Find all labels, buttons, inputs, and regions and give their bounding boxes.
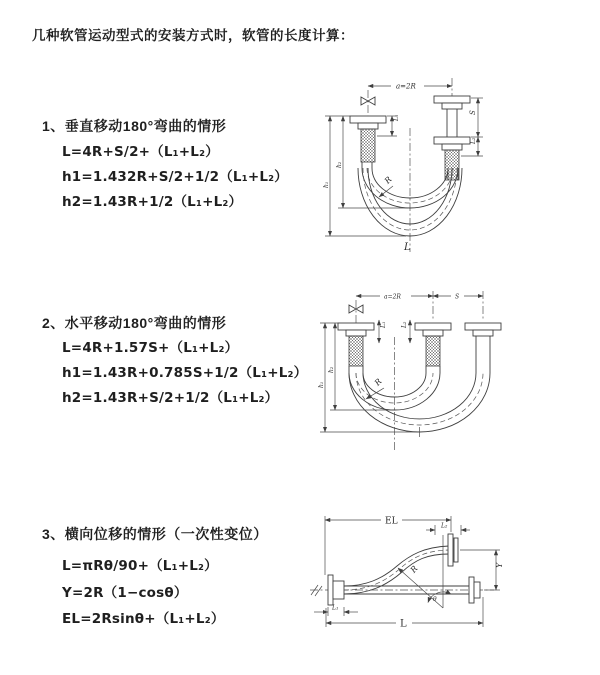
angle-label-theta: θ [433, 596, 437, 603]
radius-label-r: R [382, 174, 394, 186]
dim-label-a2r: a=2R [384, 293, 401, 301]
fitting [333, 581, 344, 599]
dim-label-l1: L₁ [332, 604, 339, 612]
dim-label-s: S [455, 293, 460, 301]
flange [415, 323, 451, 330]
dim-label-l2: L₂ [441, 522, 448, 530]
dim-label-h1: h₁ [318, 381, 325, 388]
formula-line: EL=2Rsinθ+（L₁+L₂） [62, 611, 225, 627]
formula-line: h2=1.43R+S/2+1/2（L₁+L₂） [62, 390, 279, 406]
valve-icon [361, 97, 375, 105]
diagram-vertical-180-bend [300, 70, 590, 265]
formula-line: L=4R+S/2+（L₁+L₂） [62, 144, 219, 160]
radius-label-r: R [372, 376, 384, 388]
flange [434, 137, 470, 144]
formula-line: L=πRθ/90+（L₁+L₂） [62, 558, 218, 574]
formula-line: h1=1.432R+S/2+1/2（L₁+L₂） [62, 169, 288, 185]
flange [448, 534, 453, 566]
braided-hose-section [426, 336, 440, 366]
formula-line: L=4R+1.57S+（L₁+L₂） [62, 340, 239, 356]
flange [465, 323, 501, 330]
diagram-lateral-displacement [298, 505, 600, 655]
dim-label-y: Y [495, 562, 504, 568]
fitting [474, 582, 480, 598]
hose-curve [344, 546, 449, 586]
dim-label-h2: h₂ [336, 161, 343, 168]
hose-curve [344, 554, 449, 594]
flange [358, 123, 378, 129]
braided-hose-section [349, 336, 363, 366]
dim-label-l1: L₁ [393, 114, 400, 121]
formula-line: h1=1.43R+0.785S+1/2（L₁+L₂） [62, 365, 308, 381]
flange [434, 96, 470, 103]
page-title: 几种软管运动型式的安装方式时，软管的长度计算： [32, 28, 354, 43]
flange [338, 323, 374, 330]
dim-label-l1: L₁ [380, 321, 387, 328]
dim-label-el: EL [385, 516, 398, 527]
flange [469, 577, 474, 603]
flange [346, 330, 366, 336]
break-mark [311, 585, 322, 596]
section-1-heading: 1、垂直移动180°弯曲的情形 [42, 118, 227, 134]
section-2-heading: 2、水平移动180°弯曲的情形 [42, 315, 227, 331]
dim-label-h2: h₂ [328, 366, 335, 373]
dim-label-a2r: a=2R [396, 82, 416, 91]
flange [423, 330, 443, 336]
formula-line: h2=1.43R+1/2（L₁+L₂） [62, 194, 243, 210]
dim-label-h1: h₁ [323, 181, 330, 188]
flange [328, 575, 333, 605]
radius-label-r: R [408, 564, 420, 575]
dim-label-l2: L₂ [470, 137, 477, 144]
braided-hose-section [361, 129, 375, 162]
fitting [454, 538, 458, 562]
dim-label-s: S [469, 110, 477, 115]
flange [442, 144, 462, 150]
hose-centerline [344, 550, 449, 590]
hose-arc-moved [349, 373, 490, 432]
dim-label-l: L [400, 618, 407, 630]
flange [473, 330, 493, 336]
formula-line: Y=2R（1−cosθ） [62, 585, 188, 601]
flange [442, 103, 462, 109]
dim-label-l2: L₂ [401, 321, 408, 328]
diagram-horizontal-180-bend [300, 285, 600, 465]
flange [350, 116, 386, 123]
section-3-heading: 3、横向位移的情形（一次性变位） [42, 526, 268, 542]
dim-label-l: L [404, 242, 411, 253]
